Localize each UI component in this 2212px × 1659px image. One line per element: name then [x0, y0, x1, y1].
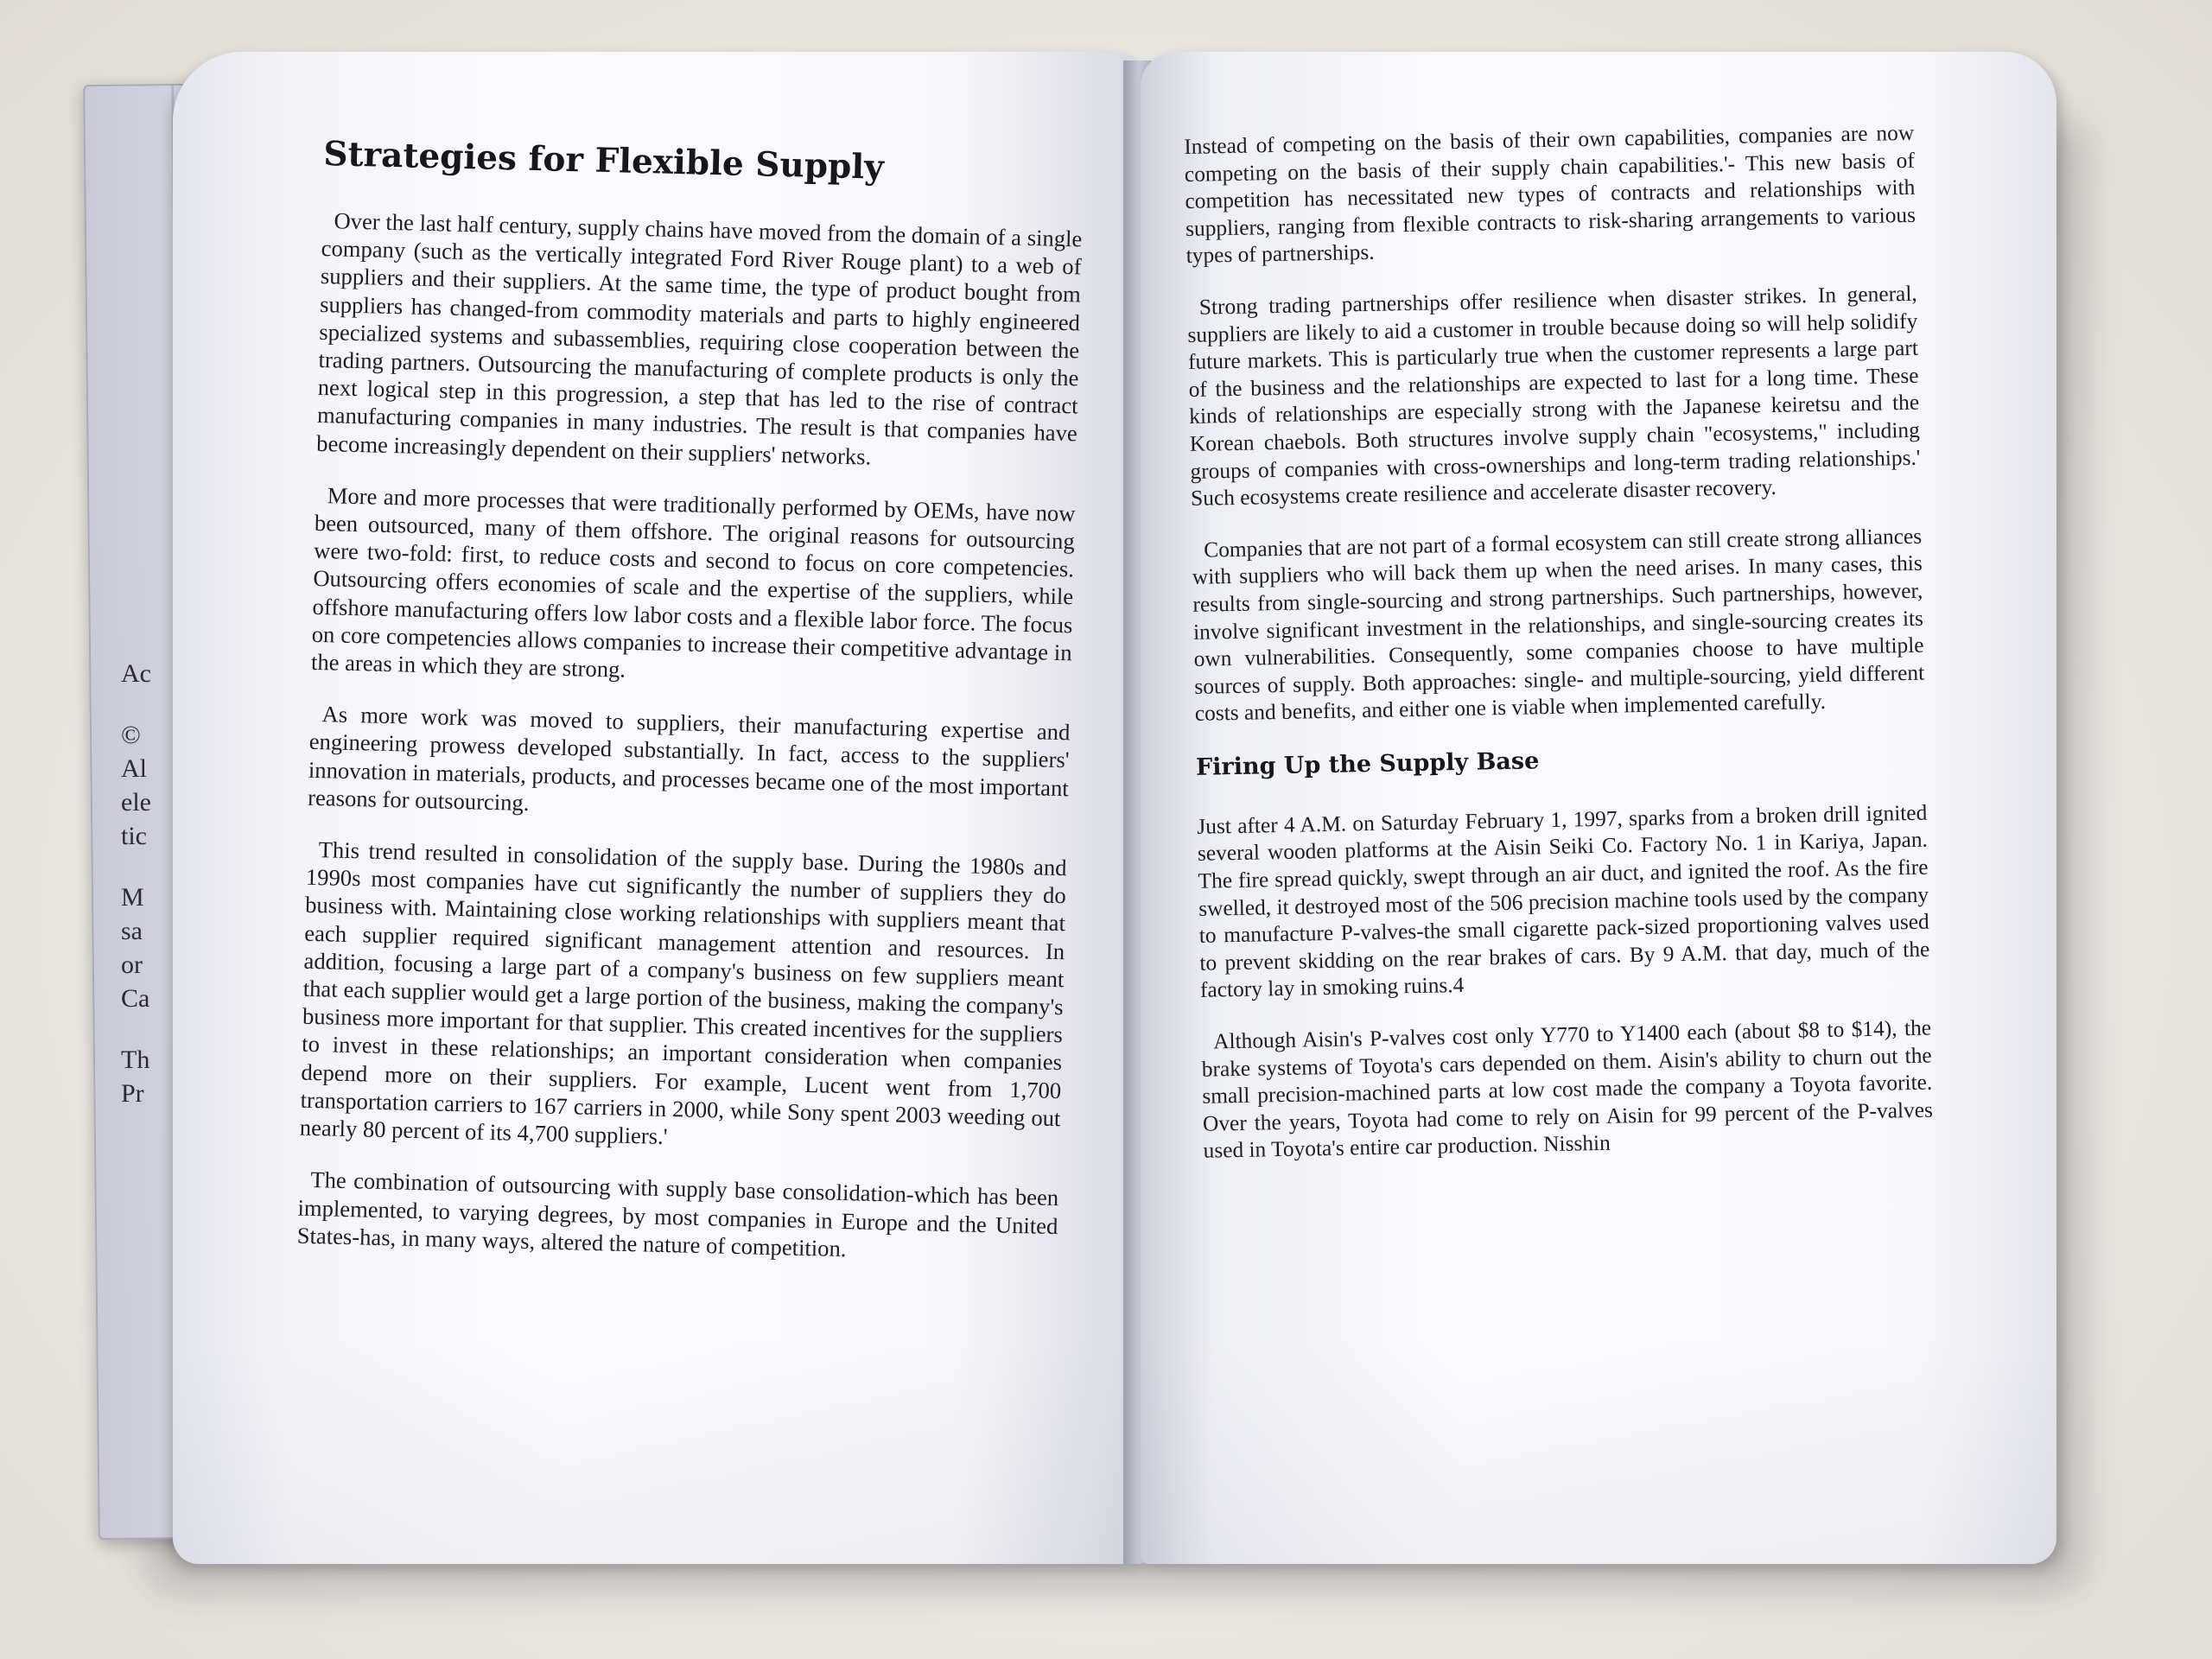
section-heading: Strategies for Flexible Supply — [322, 134, 885, 188]
fragment: © — [121, 721, 141, 749]
fragment: tic — [121, 822, 147, 850]
right-page-text — [1184, 120, 1934, 1190]
paragraph: Although Aisin's P-valves cost only Y770 to Y1400 each (about $8 to $14), the brake systems of Toyota's cars depended on them. Aisin's ability to churn out the small precision-machined parts at low cost made the company a Toyota favorite. Over the years, Toyota had come to rely on Aisin for 99 percent of the P-valves used in Toyota's entire car production. Nisshin — [1201, 1015, 1934, 1164]
paragraph: The combination of outsourcing with supply base consolidation-which has been implemented, to varying degrees, by most companies in Europe and the United States-has, in many ways, altered the nature of competition. — [296, 1166, 1059, 1262]
paragraph: As more work was moved to suppliers, their manufacturing expertise and engineering prowess developed substantially. In fact, access to the suppliers' innovation in materials, products, and processes became one of the most important reasons for outsourcing. — [307, 701, 1071, 816]
left-page-text — [296, 134, 1084, 1292]
paragraph: Strong trading partnerships offer resilience when disaster strikes. In general, suppliers are likely to aid a customer in trouble because doing so will help solidify future markets. This is particularly true when the customer represents a large part of the business and the relationships are expected to last for a long time. These kinds of relationships are especially strong with the Japanese keiretsu and the Korean chaebols. Both structures involve supply chain "ecosystems," including groups of companies with cross-ownerships and long-term trading relationships.' Such ecosystems create resilience and accelerate disaster recovery. — [1187, 281, 1921, 512]
fragment: Al — [121, 754, 147, 783]
fragment: or — [121, 950, 143, 979]
fragment: Pr — [121, 1079, 144, 1108]
left-page — [173, 52, 1149, 1564]
paragraph: Just after 4 A.M. on Saturday February 1, 1997, sparks from a broken drill ignited several wooden platforms at the Aisin Seiki Co. Factory No. 1 in Kariya, Japan. The fire spread quickly, swept through an air duct, and ignited the roof. As the fire swelled, it destroyed most of the 506 precision machine tools used by the company to manufacture P-valves-the small cigarette pack-sized proportioning valves used to prevent skidding on the rear brakes of cars. By 9 A.M. that day, much of the factory lay in smoking ruins.4 — [1197, 800, 1930, 1003]
fragment: ele — [121, 788, 151, 817]
paragraph: More and more processes that were traditionally performed by OEMs, have now been outsourced, many of them offshore. The original reasons for outsourcing were two-fold: first, to reduce costs and second to focus on core competencies. Outsourcing offers economies of scale and the expertise of the suppliers, while offshore manufacturing offers low labor costs and a flexible labor force. The focus on core competencies allows companies to increase their competitive advantage in the areas in which they are strong. — [310, 482, 1076, 683]
paragraph: This trend resulted in consolidation of the supply base. During the 1980s and 1990s most companies have cut significantly the number of suppliers they do business with. Maintaining close working relationships with suppliers meant that each supplier required significant management attention and resources. In addition, focusing a large part of a company's business on few suppliers meant that each supplier would get a large portion of the business, making the company's business more important for that supplier. This created incentives for the suppliers to invest in these relationships; an important consideration when companies depend more on their suppliers. For example, Lucent went from 1,700 transportation carriers to 167 carriers in 2000, while Sony spent 2003 weeding out nearly 80 percent of its 4,700 suppliers.' — [299, 836, 1067, 1150]
paragraph: Instead of competing on the basis of their own capabilities, companies are now competing on the basis of their supply chain capabilities.'- This new basis of competition has necessitated new types of contracts and relationships with suppliers, ranging from flexible contracts to risk-sharing arrangements to various types of partnerships. — [1184, 120, 1916, 269]
fragment: M — [121, 883, 144, 912]
fragment: Ca — [121, 984, 150, 1013]
paragraph: Over the last half century, supply chains have moved from the domain of a single company (such as the vertically integrated Ford River Rouge plant) to a web of suppliers and their suppliers. At the same time, the type of product bought from suppliers has changed-from commodity materials and parts to highly engineered specialized systems and subassemblies, requiring close cooperation between the trading partners. Outsourcing the manufacturing of complete products is only the next logical step in this progression, a step that has led to the rise of contract manufacturing companies in many industries. The result is that companies have become increasingly dependent on their suppliers' networks. — [315, 207, 1083, 470]
paragraph: Companies that are not part of a formal ecosystem can still create strong alliances with suppliers who will back them up when the need arises. In many cases, this results from single-sourcing and strong partnerships. Such partnerships, however, involve significant investment in the relationships, and single-sourcing creates its own vulnerabilities. Consequently, some companies choose to have multiple sources of supply. Both approaches: single- and multiple-sourcing, yield different costs and benefits, and either one is viable when implemented carefully. — [1192, 524, 1925, 727]
section-subheading: Firing Up the Supply Base — [1195, 747, 1540, 781]
fragment: Ac — [121, 659, 151, 688]
fragment: sa — [121, 917, 143, 945]
right-page — [1141, 52, 2056, 1564]
fragment: Th — [121, 1046, 150, 1074]
